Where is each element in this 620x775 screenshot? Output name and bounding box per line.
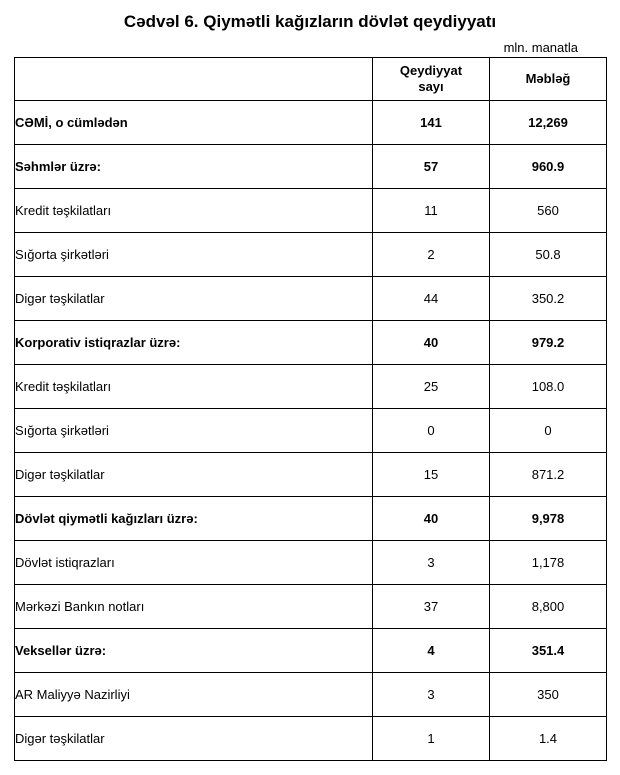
table-row <box>15 717 607 761</box>
row-count: 40 <box>373 497 490 541</box>
registration-table <box>14 57 607 761</box>
row-count: 4 <box>373 629 490 673</box>
row-amount: 9,978 <box>490 497 607 541</box>
row-label: Mərkəzi Bankın notları <box>15 585 373 629</box>
table-row-total <box>15 101 607 145</box>
row-label: Sığorta şirkətləri <box>15 233 373 277</box>
table-row <box>15 365 607 409</box>
row-amount: 979.2 <box>490 321 607 365</box>
unit-note: mln. manatla <box>503 40 578 55</box>
row-amount: 351.4 <box>490 629 607 673</box>
row-amount: 560 <box>490 189 607 233</box>
row-label: Digər təşkilatlar <box>15 453 373 497</box>
table-row <box>15 453 607 497</box>
header-row <box>15 58 607 101</box>
header-label-cell <box>15 58 373 101</box>
row-amount: 108.0 <box>490 365 607 409</box>
row-label: Digər təşkilatlar <box>15 277 373 321</box>
row-label: Sığorta şirkətləri <box>15 409 373 453</box>
row-label: Kredit təşkilatları <box>15 189 373 233</box>
table-row <box>15 189 607 233</box>
table-row-group <box>15 145 607 189</box>
table-row-group <box>15 629 607 673</box>
table-row <box>15 233 607 277</box>
row-count: 141 <box>373 101 490 145</box>
row-amount: 1,178 <box>490 541 607 585</box>
row-label: AR Maliyyə Nazirliyi <box>15 673 373 717</box>
row-label: Səhmlər üzrə: <box>15 145 373 189</box>
header-count <box>373 58 490 101</box>
header-amount: Məbləğ <box>490 58 607 101</box>
row-label: Dövlət qiymətli kağızları üzrə: <box>15 497 373 541</box>
row-label: Korporativ istiqrazlar üzrə: <box>15 321 373 365</box>
row-amount: 871.2 <box>490 453 607 497</box>
table-title: Cədvəl 6. Qiymətli kağızların dövlət qeydiyyatı <box>123 12 497 31</box>
header-count-line1: Qeydiyyat <box>399 63 463 78</box>
row-count: 25 <box>373 365 490 409</box>
table-row <box>15 673 607 717</box>
row-label: Dövlət istiqrazları <box>15 541 373 585</box>
row-count: 1 <box>373 717 490 761</box>
table-row-group <box>15 321 607 365</box>
row-count: 0 <box>373 409 490 453</box>
row-amount: 12,269 <box>490 101 607 145</box>
row-count: 3 <box>373 541 490 585</box>
row-count: 2 <box>373 233 490 277</box>
row-count: 37 <box>373 585 490 629</box>
row-label: CƏMİ, o cümlədən <box>15 101 373 145</box>
row-amount: 960.9 <box>490 145 607 189</box>
row-amount: 350.2 <box>490 277 607 321</box>
table-row <box>15 277 607 321</box>
row-count: 57 <box>373 145 490 189</box>
row-count: 3 <box>373 673 490 717</box>
row-label: Kredit təşkilatları <box>15 365 373 409</box>
table-row-group <box>15 497 607 541</box>
table-row <box>15 541 607 585</box>
row-count: 11 <box>373 189 490 233</box>
row-count: 40 <box>373 321 490 365</box>
row-amount: 350 <box>490 673 607 717</box>
row-amount: 0 <box>490 409 607 453</box>
row-amount: 8,800 <box>490 585 607 629</box>
table-row <box>15 585 607 629</box>
row-label: Veksellər üzrə: <box>15 629 373 673</box>
row-label: Digər təşkilatlar <box>15 717 373 761</box>
row-count: 44 <box>373 277 490 321</box>
row-amount: 1.4 <box>490 717 607 761</box>
row-amount: 50.8 <box>490 233 607 277</box>
row-count: 15 <box>373 453 490 497</box>
table-row <box>15 409 607 453</box>
header-count-line2: sayı <box>418 79 444 94</box>
